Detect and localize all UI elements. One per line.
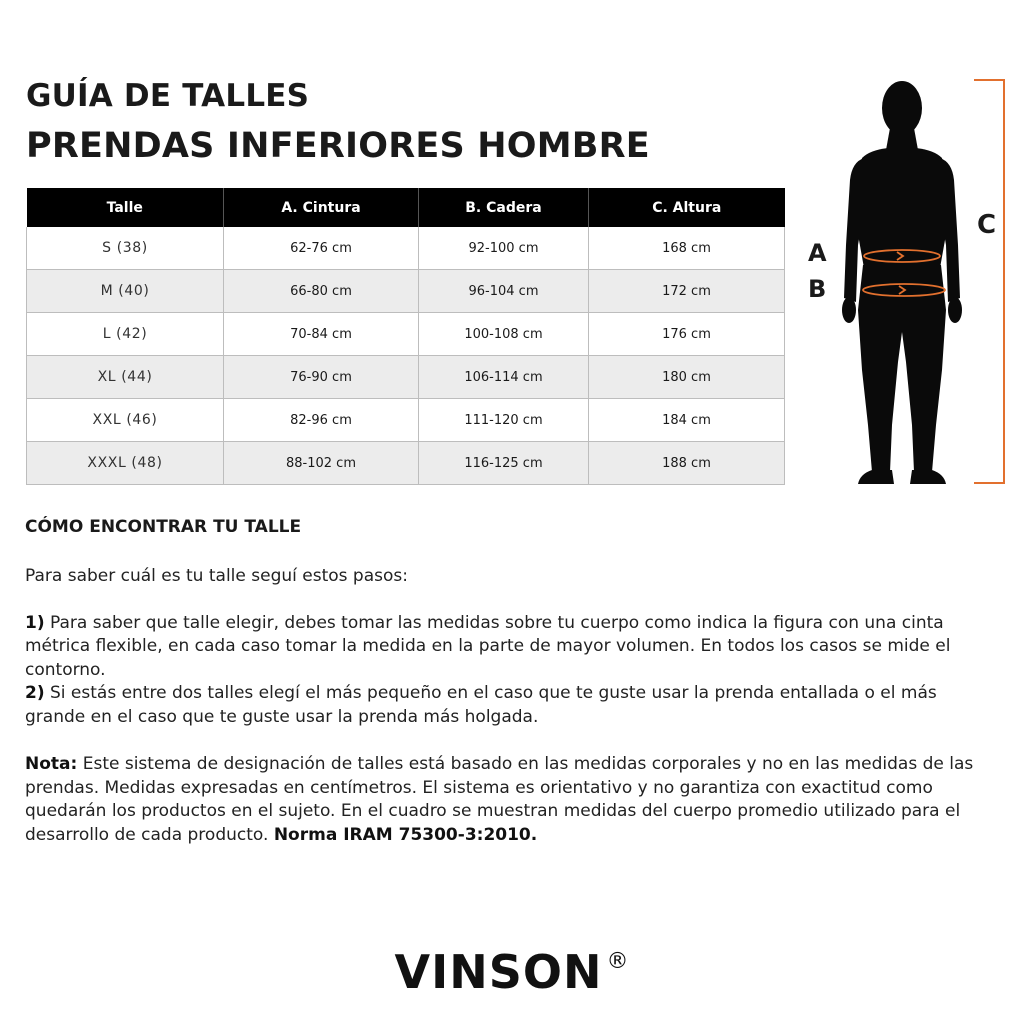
table-row	[27, 442, 785, 485]
height-bracket	[974, 80, 1004, 483]
step-2-number: 2)	[25, 683, 45, 703]
height-cell: 176 cm	[589, 313, 785, 356]
section-title: CÓMO ENCONTRAR TU TALLE	[25, 517, 302, 537]
label-b: B	[808, 275, 827, 303]
size-guide-instructions	[25, 517, 995, 847]
norm-reference: Norma IRAM 75300-3:2010.	[273, 824, 538, 845]
size-table	[26, 188, 785, 485]
waist-cell: 88-102 cm	[224, 442, 419, 485]
waist-cell: 62-76 cm	[224, 227, 419, 270]
hip-cell: 96-104 cm	[419, 270, 589, 313]
label-a: A	[808, 239, 827, 267]
height-cell: 172 cm	[589, 270, 785, 313]
hip-cell: 116-125 cm	[419, 442, 589, 485]
body-measurement-figure	[800, 70, 1020, 500]
height-cell: 188 cm	[589, 442, 785, 485]
brand-logo	[0, 945, 1024, 999]
size-cell: M (40)	[27, 270, 224, 313]
waist-cell: 82-96 cm	[224, 399, 419, 442]
column-header: C. Altura	[589, 188, 785, 227]
column-header: A. Cintura	[224, 188, 419, 227]
column-header: Talle	[27, 188, 224, 227]
hip-cell: 111-120 cm	[419, 399, 589, 442]
step-1-text: Para saber que talle elegir, debes tomar las medidas sobre tu cuerpo como indica la figura con una cinta métrica flexible, en cada caso tomar la medida en la parte de mayor volumen. En todos los casos se mide el contorno.	[25, 612, 951, 680]
size-cell: XXXL (48)	[27, 442, 224, 485]
table-row	[27, 270, 785, 313]
table-header-row	[27, 188, 785, 227]
note-text: Este sistema de designación de talles está basado en las medidas corporales y no en las medidas de las prendas. Medidas expresadas en centímetros. El sistema es orientativo y no garantiza con exactitud como quedarán los productos en el sujeto. En el cuadro se muestran medidas del cuerpo promedio utilizado para el desarrollo de cada producto.	[25, 754, 974, 845]
step-2-text: Si estás entre dos talles elegí el más pequeño en el caso que te guste usar la prenda entallada o el más grande en el caso que te guste usar la prenda más holgada.	[25, 683, 937, 727]
male-silhouette-icon	[842, 81, 962, 484]
intro-text: Para saber cuál es tu talle seguí estos pasos:	[25, 566, 408, 586]
waist-cell: 76-90 cm	[224, 356, 419, 399]
table-row	[27, 313, 785, 356]
waist-cell: 66-80 cm	[224, 270, 419, 313]
step-1-number: 1)	[25, 612, 45, 633]
size-cell: S (38)	[27, 227, 224, 270]
waist-cell: 70-84 cm	[224, 313, 419, 356]
size-cell: XXL (46)	[27, 399, 224, 442]
column-header: B. Cadera	[419, 188, 589, 227]
height-cell: 168 cm	[589, 227, 785, 270]
size-cell: L (42)	[27, 313, 224, 356]
note-paragraph	[25, 753, 995, 847]
step-1	[25, 612, 995, 683]
note-label: Nota:	[25, 754, 78, 774]
hip-cell: 92-100 cm	[419, 227, 589, 270]
hip-cell: 100-108 cm	[419, 313, 589, 356]
height-cell: 184 cm	[589, 399, 785, 442]
label-c: C	[977, 210, 997, 240]
table-row	[27, 227, 785, 270]
step-2	[25, 682, 995, 729]
table-row	[27, 399, 785, 442]
brand-name: VINSON	[394, 945, 603, 999]
guide-subtitle: PRENDAS INFERIORES HOMBRE	[26, 126, 650, 166]
table-row	[27, 356, 785, 399]
guide-title: GUÍA DE TALLES	[26, 78, 310, 114]
height-cell: 180 cm	[589, 356, 785, 399]
size-cell: XL (44)	[27, 356, 224, 399]
hip-cell: 106-114 cm	[419, 356, 589, 399]
registered-mark: ®	[606, 949, 630, 974]
